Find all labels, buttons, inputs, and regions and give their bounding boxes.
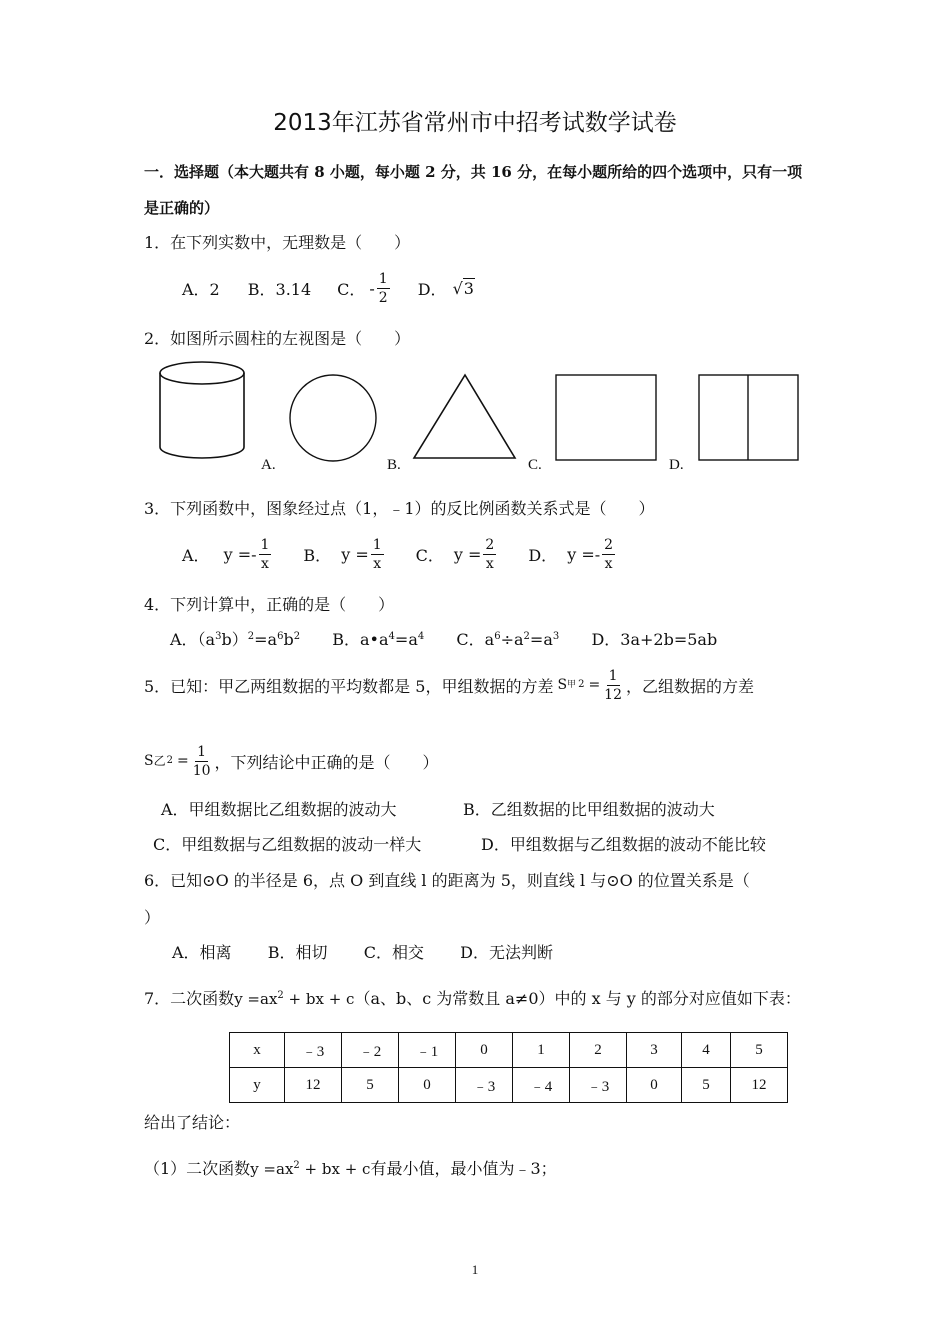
q3-option-d-prefix: D． bbox=[528, 545, 558, 565]
fraction-denominator: 2 bbox=[378, 289, 388, 306]
q3-option-d-fraction bbox=[602, 536, 615, 573]
q2-label-c: C. bbox=[528, 457, 542, 473]
table-cell: 1 bbox=[513, 1033, 570, 1068]
q2-label-b: B. bbox=[387, 457, 401, 473]
q4-a-part: b bbox=[283, 630, 294, 649]
option-b-triangle-figure bbox=[414, 375, 515, 458]
q1-option-a: A．2 bbox=[182, 279, 220, 299]
q2-label-a: A. bbox=[261, 457, 276, 473]
q3-option-c-prefix: C． bbox=[415, 545, 444, 565]
q4-a-part: =a bbox=[254, 630, 278, 649]
q1-option-c-fraction bbox=[377, 270, 390, 307]
q7-stem-part: （a、b、c 为常数且 a≠0）中的 x 与 y 的部分对应值如下表： bbox=[354, 989, 801, 1008]
variance-symbol: S bbox=[557, 677, 568, 693]
function-part: y =ax bbox=[234, 990, 278, 1008]
function-part: y =ax bbox=[250, 1160, 294, 1178]
table-cell: 5 bbox=[682, 1068, 731, 1103]
q4-c-sup: 2 bbox=[523, 631, 530, 642]
table-cell: 12 bbox=[731, 1068, 788, 1103]
table-cell: 0 bbox=[456, 1033, 513, 1068]
q4-option-a bbox=[170, 630, 300, 649]
q1-option-d-sqrt bbox=[453, 278, 475, 298]
q4-option-b bbox=[332, 630, 424, 649]
table-cell: 5 bbox=[342, 1068, 399, 1103]
sqrt-radicand: 3 bbox=[463, 279, 474, 298]
fraction-denominator: x bbox=[373, 555, 382, 572]
q4-c-sup: 3 bbox=[552, 631, 560, 642]
fraction-numerator: 2 bbox=[604, 536, 614, 553]
equals-sign: = bbox=[588, 677, 601, 693]
q4-a-sup: 3 bbox=[215, 631, 222, 642]
q1-options bbox=[182, 268, 475, 308]
table-cell: 5 bbox=[731, 1033, 788, 1068]
table-cell: 0 bbox=[399, 1068, 456, 1103]
variance-fraction bbox=[191, 743, 213, 780]
q7-stem bbox=[144, 986, 801, 1009]
table-cell: 4 bbox=[682, 1033, 731, 1068]
q5-stem-part: ，下列结论中正确的是（ ） bbox=[214, 752, 439, 772]
q5-option-a: A．甲组数据比乙组数据的波动大 bbox=[161, 800, 397, 819]
q4-a-part: A．（a bbox=[170, 630, 216, 649]
fraction-numerator: 1 bbox=[372, 536, 382, 553]
q4-a-part: b） bbox=[221, 630, 248, 649]
q2-label-d: D. bbox=[669, 457, 684, 473]
table-row-x bbox=[230, 1033, 788, 1068]
q5-option-c: C．甲组数据与乙组数据的波动一样大 bbox=[153, 835, 422, 854]
equals-sign: = bbox=[176, 753, 189, 769]
q1-option-d-prefix: D． bbox=[417, 279, 447, 299]
fraction-denominator: x bbox=[261, 555, 269, 572]
table-cell: ﹣3 bbox=[570, 1068, 627, 1103]
fraction-denominator: 10 bbox=[192, 762, 211, 779]
page-number: 1 bbox=[471, 1262, 479, 1277]
q7-conclusion-1 bbox=[144, 1156, 557, 1179]
table-cell: 3 bbox=[627, 1033, 682, 1068]
q4-b-part: =a bbox=[394, 630, 418, 649]
fraction-denominator: x bbox=[485, 555, 494, 572]
q4-c-part: ÷a bbox=[500, 630, 524, 649]
q6-option-a: A．相离 bbox=[172, 943, 232, 962]
q6-stem-line1: 6．已知⊙O 的半径是 6，点 O 到直线 l 的距离为 5，则直线 l 与⊙O 的位置关系是（ bbox=[144, 871, 750, 890]
sqrt-sign-icon: √ bbox=[452, 279, 463, 298]
q4-stem: 4．下列计算中，正确的是（ ） bbox=[144, 595, 395, 614]
fraction-numerator: 1 bbox=[197, 743, 207, 760]
q6-option-b: B．相切 bbox=[267, 943, 328, 962]
q4-c-part: =a bbox=[529, 630, 553, 649]
q5-option-b: B．乙组数据的比甲组数据的波动大 bbox=[463, 800, 715, 819]
table-cell: 2 bbox=[570, 1033, 627, 1068]
q7-conclusion-intro: 给出了结论： bbox=[144, 1113, 241, 1132]
q3-options bbox=[182, 533, 617, 575]
q7-stem-part: 7．二次函数 bbox=[144, 989, 235, 1008]
function-sup: 2 bbox=[277, 990, 284, 1001]
page-title: 2013年江苏省常州市中招考试数学试卷 bbox=[273, 110, 677, 136]
q3-option-d-lhs: y =- bbox=[567, 544, 601, 564]
q3-option-a-fraction bbox=[259, 536, 272, 573]
q2-figures bbox=[150, 355, 810, 475]
q2-stem: 2．如图所示圆柱的左视图是（ ） bbox=[144, 329, 411, 348]
table-cell: ﹣4 bbox=[513, 1068, 570, 1103]
q1-stem: 1．在下列实数中，无理数是（ ） bbox=[144, 233, 411, 252]
option-d-divided-rectangle-figure bbox=[699, 375, 798, 460]
q7-function bbox=[234, 990, 354, 1008]
function-part: + bx + c bbox=[299, 1160, 371, 1178]
fraction-numerator: 1 bbox=[378, 270, 388, 287]
q5-stem-part: ，乙组数据的方差 bbox=[626, 676, 755, 696]
q4-b-sup: 4 bbox=[417, 631, 425, 642]
q5-variance-jia: S 甲 2 = $\frac{1}{12}$ bbox=[557, 667, 622, 703]
q4-b-part: B．a•a bbox=[332, 630, 389, 649]
fraction-numerator: 1 bbox=[260, 536, 270, 553]
fraction-numerator: 1 bbox=[608, 667, 618, 684]
q4-a-sup: 2 bbox=[293, 631, 301, 642]
conclusion-part: （1）二次函数 bbox=[144, 1159, 251, 1178]
q1-option-c-prefix: C． bbox=[337, 279, 366, 299]
q1-option-b: B．3.14 bbox=[247, 279, 312, 299]
conclusion-part: 有最小值，最小值为﹣3； bbox=[370, 1159, 557, 1178]
function-sup: 2 bbox=[293, 1160, 300, 1171]
fraction-denominator: x bbox=[604, 555, 613, 572]
q3-option-b-prefix: B． bbox=[303, 545, 332, 565]
option-a-circle-figure bbox=[290, 375, 376, 461]
table-row-y bbox=[230, 1068, 788, 1103]
table-cell: ﹣1 bbox=[399, 1033, 456, 1068]
table-cell: 0 bbox=[627, 1068, 682, 1103]
q4-options bbox=[170, 627, 717, 650]
table-cell: ﹣2 bbox=[342, 1033, 399, 1068]
table-cell: ﹣3 bbox=[456, 1068, 513, 1103]
variance-fraction bbox=[602, 667, 624, 704]
q1-option-c-sign: - bbox=[369, 278, 375, 298]
q5-stem-line1 bbox=[144, 662, 754, 708]
function-part: + bx + c bbox=[283, 990, 355, 1008]
q4-a-sup: 6 bbox=[277, 631, 284, 642]
q4-option-d: D．3a+2b=5ab bbox=[591, 630, 718, 649]
q6-options bbox=[172, 940, 553, 963]
value-table bbox=[229, 1032, 788, 1103]
q3-option-a-prefix: A． bbox=[182, 545, 210, 565]
q3-stem: 3．下列函数中，图象经过点（1，﹣1）的反比例函数关系式是（ ） bbox=[144, 499, 655, 518]
fraction-denominator: 12 bbox=[604, 686, 622, 703]
q4-c-part: C．a bbox=[456, 630, 495, 649]
option-c-rectangle-figure bbox=[556, 375, 656, 460]
q6-option-c: C．相交 bbox=[363, 943, 424, 962]
q4-option-c bbox=[456, 630, 559, 649]
table-header-cell: x bbox=[230, 1033, 285, 1068]
q5-stem-line2 bbox=[144, 738, 439, 784]
q6-stem-line2: ） bbox=[144, 908, 161, 927]
q4-a-sup: 2 bbox=[247, 631, 255, 642]
q3-option-b-lhs: y = bbox=[341, 544, 369, 564]
q4-c-sup: 6 bbox=[494, 631, 501, 642]
q6-option-d: D．无法判断 bbox=[460, 943, 553, 962]
cylinder-figure bbox=[160, 362, 244, 458]
table-cell: 12 bbox=[285, 1068, 342, 1103]
q3-option-b-fraction bbox=[371, 536, 384, 573]
q3-option-c-fraction bbox=[483, 536, 496, 573]
q3-option-c-lhs: y = bbox=[453, 544, 482, 564]
conclusion-function bbox=[250, 1160, 370, 1178]
table-header-cell: y bbox=[230, 1068, 285, 1103]
table-cell: ﹣3 bbox=[285, 1033, 342, 1068]
q4-b-sup: 4 bbox=[388, 631, 395, 642]
fraction-numerator: 2 bbox=[485, 536, 495, 553]
section-heading-line1: 一．选择题（本大题共有 8 小题，每小题 2 分，共 16 分，在每小题所给的四个选项中，只有一项 bbox=[144, 163, 803, 181]
q5-variance-yi: S 乙 2 = $\frac{1}{10}$ bbox=[144, 743, 211, 779]
q3-option-a-lhs: y =- bbox=[223, 544, 257, 564]
q5-option-d: D．甲组数据与乙组数据的波动不能比较 bbox=[481, 835, 766, 854]
variance-symbol: S bbox=[144, 753, 154, 769]
q5-stem-part: 5．已知：甲乙两组数据的平均数都是 5，甲组数据的方差 bbox=[144, 676, 554, 696]
section-heading-line2: 是正确的） bbox=[144, 199, 220, 217]
